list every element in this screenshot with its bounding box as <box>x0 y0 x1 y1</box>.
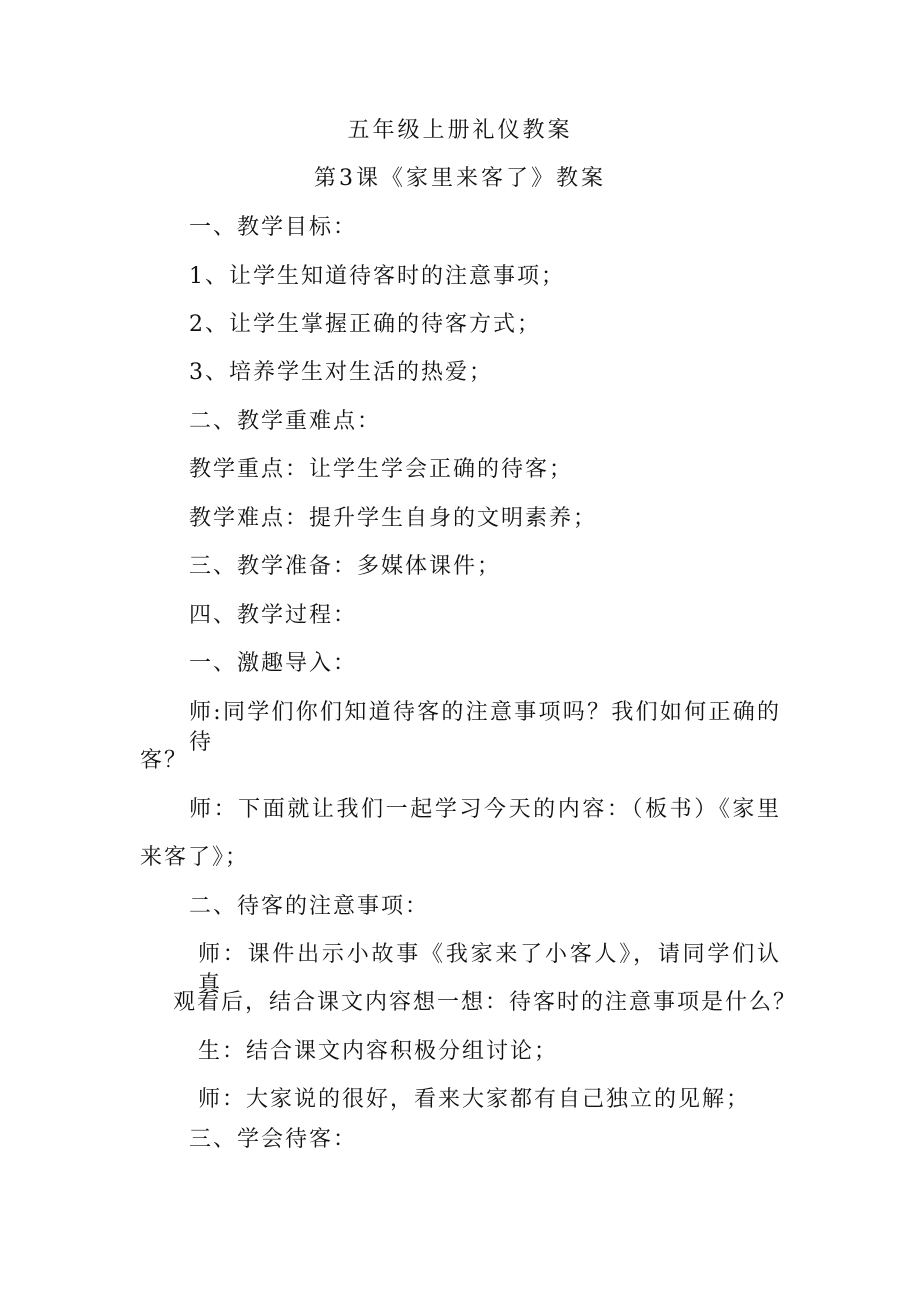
paragraph-line: 客？ <box>140 748 189 773</box>
document-title: 五年级上册礼仪教案 <box>347 118 573 143</box>
step-heading-introduction: 一、激趣导入： <box>189 651 358 676</box>
objective-item-1: 1、让学生知道待客时的注意事项； <box>189 264 565 289</box>
section-heading-objectives: 一、教学目标： <box>189 215 358 240</box>
key-point-line: 教学重点：让学生学会正确的待客； <box>189 457 574 482</box>
section-heading-process: 四、教学过程： <box>189 603 358 628</box>
paragraph-line: 师：课件出示小故事《我家来了小客人》，请同学们认真 <box>198 942 781 997</box>
paragraph-line: 师:同学们你们知道待客的注意事项吗？我们如何正确的待 <box>189 700 781 755</box>
step-heading-hosting: 三、学会待客： <box>189 1127 358 1152</box>
paragraph-line: 来客了》； <box>140 845 250 870</box>
section-heading-preparation: 三、教学准备：多媒体课件； <box>189 554 502 579</box>
section-heading-key-points: 二、教学重难点： <box>189 409 382 434</box>
paragraph-line: 生：结合课文内容积极分组讨论； <box>198 1039 559 1064</box>
paragraph-line: 师：下面就让我们一起学习今天的内容：（板书）《家里 <box>189 797 781 822</box>
paragraph-line: 观看后，结合课文内容想一想：待客时的注意事项是什么？ <box>173 990 798 1015</box>
document-subtitle: 第3课《家里来客了》教案 <box>314 166 606 191</box>
step-heading-notes: 二、待客的注意事项： <box>189 894 430 919</box>
paragraph-line: 师：大家说的很好，看来大家都有自己独立的见解； <box>198 1087 751 1112</box>
objective-item-2: 2、让学生掌握正确的待客方式； <box>189 312 541 337</box>
objective-item-3: 3、培养学生对生活的热爱； <box>189 360 493 385</box>
difficult-point-line: 教学难点：提升学生自身的文明素养； <box>189 506 598 531</box>
